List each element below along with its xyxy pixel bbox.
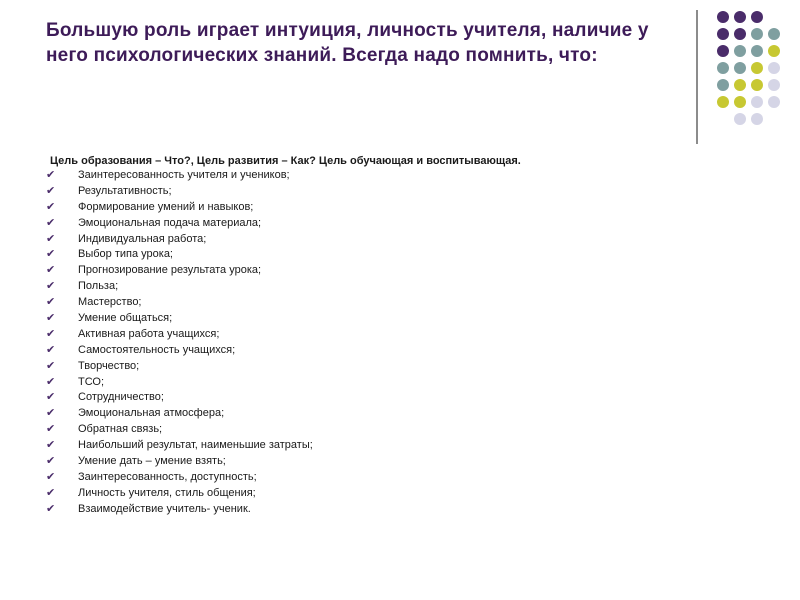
slide-subtitle: Цель образования – Что?, Цель развития – Как? Цель обучающая и воспитывающая. (50, 155, 521, 167)
list-item-text: Эмоциональная подача материала; (78, 216, 262, 229)
decorative-dot (734, 62, 746, 74)
decorative-dot (734, 96, 746, 108)
decorative-dot (717, 79, 729, 91)
checkmark-icon: ✔ (46, 502, 56, 515)
decorative-dot (751, 28, 763, 40)
checkmark-icon: ✔ (46, 470, 56, 483)
list-item (46, 422, 646, 438)
list-item-text: Активная работа учащихся; (78, 327, 220, 340)
list-item-text: Выбор типа урока; (78, 248, 173, 261)
checkmark-icon: ✔ (46, 375, 56, 388)
list-item-text: Умение общаться; (78, 312, 173, 325)
list-item (46, 279, 646, 295)
bullet-list (46, 168, 646, 518)
decorative-dot (768, 62, 780, 74)
list-item (46, 168, 646, 184)
list-item (46, 247, 646, 263)
checkmark-icon: ✔ (46, 296, 56, 309)
decorative-dot (751, 62, 763, 74)
checkmark-icon: ✔ (46, 327, 56, 340)
list-item (46, 263, 646, 279)
list-item (46, 406, 646, 422)
checkmark-icon: ✔ (46, 216, 56, 229)
list-item-text: Прогнозирование результата урока; (78, 264, 262, 277)
decorative-dot (751, 79, 763, 91)
list-item-text: Польза; (78, 280, 119, 293)
checkmark-icon: ✔ (46, 423, 56, 436)
decorative-dot (717, 11, 729, 23)
decorative-dot (768, 45, 780, 57)
list-item-text: Результативность; (78, 184, 172, 197)
list-item-text: Личность учителя, стиль общения; (78, 486, 256, 499)
list-item-text: Взаимодействие учитель- ученик. (78, 502, 251, 515)
list-item-text: Самостоятельность учащихся; (78, 343, 236, 356)
list-item (46, 502, 646, 518)
list-item (46, 470, 646, 486)
list-item (46, 454, 646, 470)
list-item-text: Эмоциональная атмосфера; (78, 407, 225, 420)
list-item-text: Заинтересованность, доступность; (78, 470, 257, 483)
checkmark-icon: ✔ (46, 232, 56, 245)
list-item (46, 295, 646, 311)
list-item-text: Умение дать – умение взять; (78, 455, 226, 468)
checkmark-icon: ✔ (46, 169, 56, 181)
decorative-dot (751, 11, 763, 23)
list-item (46, 232, 646, 248)
checkmark-icon: ✔ (46, 200, 56, 213)
list-item (46, 375, 646, 391)
decorative-dot (717, 28, 729, 40)
decorative-dot (734, 79, 746, 91)
checkmark-icon: ✔ (46, 455, 56, 468)
list-item (46, 216, 646, 232)
checkmark-icon: ✔ (46, 391, 56, 404)
list-item-text: Творчество; (78, 359, 140, 372)
checkmark-icon: ✔ (46, 439, 56, 452)
decorative-dot (717, 45, 729, 57)
vertical-divider (696, 10, 698, 144)
list-item-text: Заинтересованность учителя и учеников; (78, 169, 290, 181)
decorative-dot (734, 28, 746, 40)
list-item (46, 311, 646, 327)
list-item (46, 184, 646, 200)
list-item (46, 327, 646, 343)
list-item-text: Формирование умений и навыков; (78, 200, 254, 213)
decorative-dot (734, 113, 746, 125)
checkmark-icon: ✔ (46, 248, 56, 261)
decorative-dot (751, 45, 763, 57)
checkmark-icon: ✔ (46, 343, 56, 356)
list-item-text: Наибольший результат, наименьшие затраты; (78, 439, 313, 452)
list-item (46, 200, 646, 216)
slide-title: Большую роль играет интуиция, личность учителя, наличие у него психологических знаний. Всегда надо помнить, что: (46, 20, 649, 66)
decorative-dot (734, 11, 746, 23)
list-item (46, 486, 646, 502)
decorative-dot (734, 45, 746, 57)
checkmark-icon: ✔ (46, 486, 56, 499)
decorative-dot (717, 62, 729, 74)
list-item-text: ТСО; (78, 375, 105, 388)
list-item-text: Индивидуальная работа; (78, 232, 207, 245)
list-item-text: Обратная связь; (78, 423, 163, 436)
checkmark-icon: ✔ (46, 280, 56, 293)
checkmark-icon: ✔ (46, 407, 56, 420)
list-item-text: Мастерство; (78, 296, 142, 309)
decorative-dot (768, 96, 780, 108)
list-item (46, 343, 646, 359)
list-item (46, 438, 646, 454)
checkmark-icon: ✔ (46, 312, 56, 325)
checkmark-icon: ✔ (46, 184, 56, 197)
decorative-dot (717, 96, 729, 108)
checkmark-icon: ✔ (46, 264, 56, 277)
decorative-dot (768, 79, 780, 91)
checkmark-icon: ✔ (46, 359, 56, 372)
decorative-dot (768, 28, 780, 40)
decorative-dot (751, 113, 763, 125)
list-item (46, 390, 646, 406)
decorative-dot (751, 96, 763, 108)
list-item-text: Сотрудничество; (78, 391, 164, 404)
list-item (46, 359, 646, 375)
